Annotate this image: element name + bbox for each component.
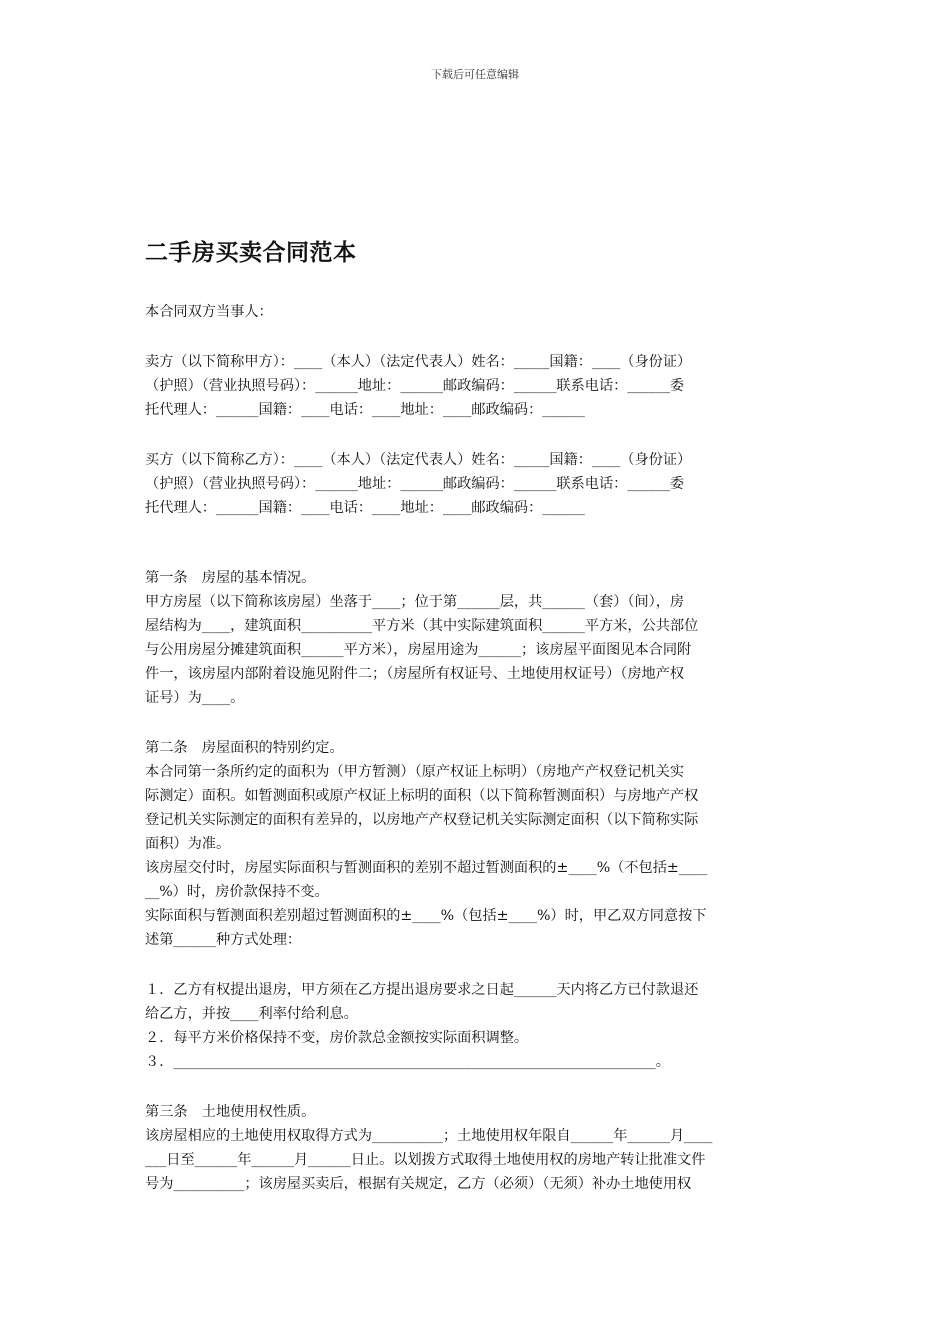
text-line: 述第______种方式处理： (145, 932, 302, 948)
text-line: 甲方房屋（以下简称该房屋）坐落于____；位于第______层，共______（套）（间），房 (145, 594, 685, 610)
text-line: 实际面积与暂测面积差别超过暂测面积的±____%（包括±____%）时，甲乙双方同意按下 (145, 908, 707, 924)
parties-intro (145, 300, 809, 324)
text-line: ３．____________________________________________________________________。 (145, 1054, 670, 1070)
text-line: １．乙方有权提出退房，甲方须在乙方提出退房要求之日起______天内将乙方已付款退还 (145, 982, 699, 998)
article-3 (145, 1100, 809, 1196)
text-line: ___日至______年______月______日止。以划拨方式取得土地使用权的房地产转让批准文件 (145, 1152, 706, 1168)
text-line: 卖方（以下简称甲方）：____（本人）（法定代表人）姓名：_____国籍：____（身份证） (145, 354, 692, 370)
article-heading: 第二条 房屋面积的特别约定。 (145, 740, 344, 756)
text-line: （护照）（营业执照号码）：______地址：______邮政编码：______联系电话：______委 (145, 476, 685, 492)
text-line: 号为__________；该房屋买卖后，根据有关规定，乙方（必须）（无须）补办土地使用权 (145, 1176, 692, 1192)
text-line: __%）时，房价款保持不变。 (145, 884, 329, 900)
text-line: 本合同第一条所约定的面积为（甲方暂测）（原产权证上标明）（房地产产权登记机关实 (145, 764, 685, 780)
text-line: 买方（以下简称乙方）：____（本人）（法定代表人）姓名：_____国籍：____（身份证） (145, 452, 692, 468)
text-line: 该房屋交付时，房屋实际面积与暂测面积的差别不超过暂测面积的±____%（不包括±____ (145, 860, 708, 876)
text-line: 件一，该房屋内部附着设施见附件二；（房屋所有权证号、土地使用权证号）（房地产权 (145, 666, 685, 682)
text-line: 本合同双方当事人： (145, 304, 273, 320)
seller-info (145, 350, 809, 422)
article-2-options (145, 978, 809, 1074)
text-line: 托代理人：______国籍：____电话：____地址：____邮政编码：______ (145, 402, 585, 418)
document-title: 二手房买卖合同范本 (145, 240, 357, 266)
text-line: 该房屋相应的土地使用权取得方式为__________；土地使用权年限自______年______月____ (145, 1128, 713, 1144)
buyer-info (145, 448, 809, 520)
page-header: 下载后可任意编辑 (431, 68, 519, 81)
document-body (145, 300, 809, 1196)
text-line: ２．每平方米价格保持不变，房价款总金额按实际面积调整。 (145, 1030, 529, 1046)
article-heading: 第一条 房屋的基本情况。 (145, 570, 316, 586)
article-1 (145, 566, 809, 710)
text-line: （护照）（营业执照号码）：______地址：______邮政编码：______联系电话：______委 (145, 378, 685, 394)
text-line: 际测定）面积。如暂测面积或原产权证上标明的面积（以下简称暂测面积）与房地产产权 (145, 788, 699, 804)
text-line: 给乙方，并按____利率付给利息。 (145, 1006, 358, 1022)
article-heading: 第三条 土地使用权性质。 (145, 1104, 316, 1120)
text-line: 面积）为准。 (145, 836, 231, 852)
text-line: 屋结构为____，建筑面积__________平方米（其中实际建筑面积______平方米，公共部位 (145, 618, 699, 634)
text-line: 托代理人：______国籍：____电话：____地址：____邮政编码：______ (145, 500, 585, 516)
text-line: 与公用房屋分摊建筑面积______平方米），房屋用途为______；该房屋平面图见本合同附 (145, 642, 692, 658)
article-2 (145, 736, 809, 952)
text-line: 证号）为____。 (145, 690, 245, 706)
text-line: 登记机关实际测定的面积有差异的，以房地产产权登记机关实际测定面积（以下简称实际 (145, 812, 699, 828)
